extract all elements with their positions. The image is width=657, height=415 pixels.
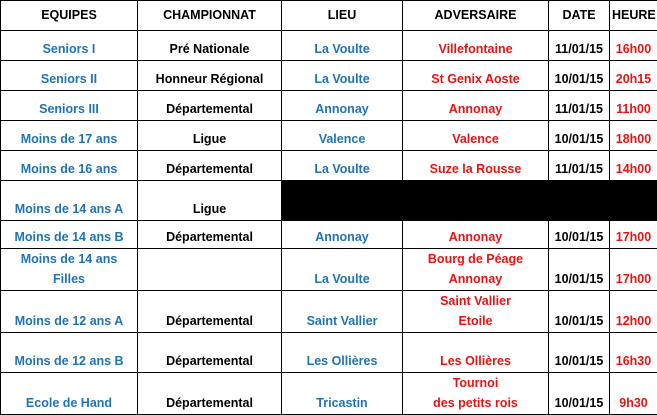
team-cell: [1, 221, 138, 249]
adversaire-cell-line: Saint Vallier: [405, 291, 546, 311]
lieu-cell-line: La Voulte: [284, 159, 400, 179]
championnat-cell-line: Départemental: [140, 99, 279, 119]
championnat-cell: [138, 91, 282, 121]
team-cell: [1, 61, 138, 91]
table-row: [1, 249, 657, 291]
date-cell: [549, 373, 610, 415]
heure-cell: [610, 61, 657, 91]
lieu-cell: [282, 291, 403, 333]
championnat-cell: [138, 249, 282, 291]
adversaire-cell: [403, 91, 549, 121]
header-lieu: LIEU: [282, 1, 403, 31]
adversaire-cell: [403, 61, 549, 91]
schedule-body: [1, 31, 657, 415]
heure-cell-line: 12h00: [612, 311, 655, 331]
heure-cell-line: 14h00: [612, 159, 655, 179]
lieu-cell-line: Tricastin: [284, 393, 400, 413]
team-cell: [1, 333, 138, 373]
adversaire-cell-line: Villefontaine: [405, 39, 546, 59]
team-cell-line: Moins de 17 ans: [3, 129, 135, 149]
adversaire-cell: [403, 121, 549, 151]
date-cell-line: 10/01/15: [551, 129, 607, 149]
lieu-cell: [282, 151, 403, 181]
date-cell-line: 11/01/15: [551, 159, 607, 179]
lieu-cell-line: La Voulte: [284, 269, 400, 289]
team-cell-line: Ecole de Hand: [3, 393, 135, 413]
adversaire-cell: [403, 333, 549, 373]
table-row: [1, 151, 657, 181]
adversaire-cell-line: Suze la Rousse: [405, 159, 546, 179]
championnat-cell-line: Départemental: [140, 393, 279, 413]
redacted-block: [282, 181, 657, 221]
date-cell: [549, 151, 610, 181]
adversaire-cell-line: Valence: [405, 129, 546, 149]
lieu-cell-line: Saint Vallier: [284, 311, 400, 331]
championnat-cell: [138, 291, 282, 333]
table-row: [1, 181, 657, 221]
adversaire-cell-line: Les Ollières: [405, 351, 546, 371]
heure-cell-line: 20h15: [612, 69, 655, 89]
team-cell-line: Seniors I: [3, 39, 135, 59]
heure-cell: [610, 31, 657, 61]
heure-cell: [610, 91, 657, 121]
lieu-cell-line: La Voulte: [284, 39, 400, 59]
team-cell-line: Seniors III: [3, 99, 135, 119]
adversaire-cell-line: Tournoi: [405, 373, 546, 393]
header-heure: HEURE: [610, 1, 657, 31]
date-cell-line: 11/01/15: [551, 99, 607, 119]
championnat-cell-line: Départemental: [140, 351, 279, 371]
adversaire-cell: [403, 31, 549, 61]
team-cell-line: Moins de 14 ans A: [3, 199, 135, 219]
adversaire-cell-line: Annonay: [405, 269, 546, 289]
adversaire-cell: [403, 249, 549, 291]
championnat-cell-line: Ligue: [140, 129, 279, 149]
heure-cell-line: 16h00: [612, 39, 655, 59]
championnat-cell-line: Départemental: [140, 159, 279, 179]
date-cell: [549, 31, 610, 61]
team-cell: [1, 373, 138, 415]
table-row: [1, 373, 657, 415]
adversaire-cell-line: St Genix Aoste: [405, 69, 546, 89]
adversaire-cell-line: Annonay: [405, 227, 546, 247]
adversaire-cell: [403, 221, 549, 249]
team-cell-line: Moins de 14 ans: [3, 249, 135, 269]
heure-cell-line: 17h00: [612, 269, 655, 289]
date-cell: [549, 249, 610, 291]
date-cell-line: 10/01/15: [551, 351, 607, 371]
heure-cell-line: 18h00: [612, 129, 655, 149]
team-cell-line: Seniors II: [3, 69, 135, 89]
lieu-cell: [282, 333, 403, 373]
header-adversaire: ADVERSAIRE: [403, 1, 549, 31]
championnat-cell: [138, 151, 282, 181]
heure-cell: [610, 121, 657, 151]
date-cell: [549, 333, 610, 373]
lieu-cell-line: La Voulte: [284, 69, 400, 89]
adversaire-cell-line: Annonay: [405, 99, 546, 119]
header-championnat: CHAMPIONNAT: [138, 1, 282, 31]
date-cell: [549, 121, 610, 151]
championnat-cell: [138, 333, 282, 373]
lieu-cell: [282, 221, 403, 249]
adversaire-cell-line: des petits rois: [405, 393, 546, 413]
team-cell-line: Moins de 12 ans B: [3, 351, 135, 371]
adversaire-cell: [403, 151, 549, 181]
header-row: [1, 1, 657, 31]
date-cell: [549, 91, 610, 121]
team-cell: [1, 249, 138, 291]
team-cell: [1, 121, 138, 151]
team-cell: [1, 181, 138, 221]
lieu-cell: [282, 373, 403, 415]
team-cell-line: Filles: [3, 269, 135, 289]
date-cell: [549, 61, 610, 91]
date-cell: [549, 221, 610, 249]
team-cell-line: Moins de 16 ans: [3, 159, 135, 179]
table-row: [1, 31, 657, 61]
heure-cell: [610, 373, 657, 415]
table-row: [1, 333, 657, 373]
date-cell-line: 10/01/15: [551, 393, 607, 413]
table-row: [1, 91, 657, 121]
championnat-cell: [138, 373, 282, 415]
championnat-cell: [138, 181, 282, 221]
lieu-cell: [282, 91, 403, 121]
date-cell-line: 11/01/15: [551, 39, 607, 59]
heure-cell: [610, 249, 657, 291]
date-cell-line: 10/01/15: [551, 227, 607, 247]
heure-cell: [610, 291, 657, 333]
lieu-cell: [282, 121, 403, 151]
heure-cell: [610, 333, 657, 373]
adversaire-cell-line: Etoile: [405, 311, 546, 331]
lieu-cell-line: Valence: [284, 129, 400, 149]
table-row: [1, 121, 657, 151]
lieu-cell: [282, 31, 403, 61]
heure-cell-line: 16h30: [612, 351, 655, 371]
championnat-cell-line: Pré Nationale: [140, 39, 279, 59]
header-date: DATE: [549, 1, 610, 31]
championnat-cell: [138, 221, 282, 249]
heure-cell-line: 9h30: [612, 393, 655, 413]
championnat-cell-line: Départemental: [140, 311, 279, 331]
table-row: [1, 291, 657, 333]
championnat-cell: [138, 61, 282, 91]
lieu-cell: [282, 249, 403, 291]
team-cell-line: Moins de 12 ans A: [3, 311, 135, 331]
header-equipes: EQUIPES: [1, 1, 138, 31]
adversaire-cell: [403, 291, 549, 333]
heure-cell-line: 17h00: [612, 227, 655, 247]
table-row: [1, 221, 657, 249]
lieu-cell: [282, 61, 403, 91]
date-cell-line: 10/01/15: [551, 311, 607, 331]
team-cell: [1, 91, 138, 121]
table-row: [1, 61, 657, 91]
championnat-cell: [138, 121, 282, 151]
lieu-cell-line: Annonay: [284, 99, 400, 119]
team-cell: [1, 151, 138, 181]
team-cell: [1, 291, 138, 333]
championnat-cell: [138, 31, 282, 61]
team-cell-line: Moins de 14 ans B: [3, 227, 135, 247]
date-cell-line: 10/01/15: [551, 269, 607, 289]
championnat-cell-line: Honneur Régional: [140, 69, 279, 89]
lieu-cell-line: Annonay: [284, 227, 400, 247]
date-cell-line: 10/01/15: [551, 69, 607, 89]
heure-cell: [610, 151, 657, 181]
adversaire-cell-line: Bourg de Péage: [405, 249, 546, 269]
team-cell: [1, 31, 138, 61]
championnat-cell-line: Ligue: [140, 199, 279, 219]
adversaire-cell: [403, 373, 549, 415]
date-cell: [549, 291, 610, 333]
championnat-cell-line: Départemental: [140, 227, 279, 247]
heure-cell-line: 11h00: [612, 99, 655, 119]
lieu-cell-line: Les Ollières: [284, 351, 400, 371]
heure-cell: [610, 221, 657, 249]
